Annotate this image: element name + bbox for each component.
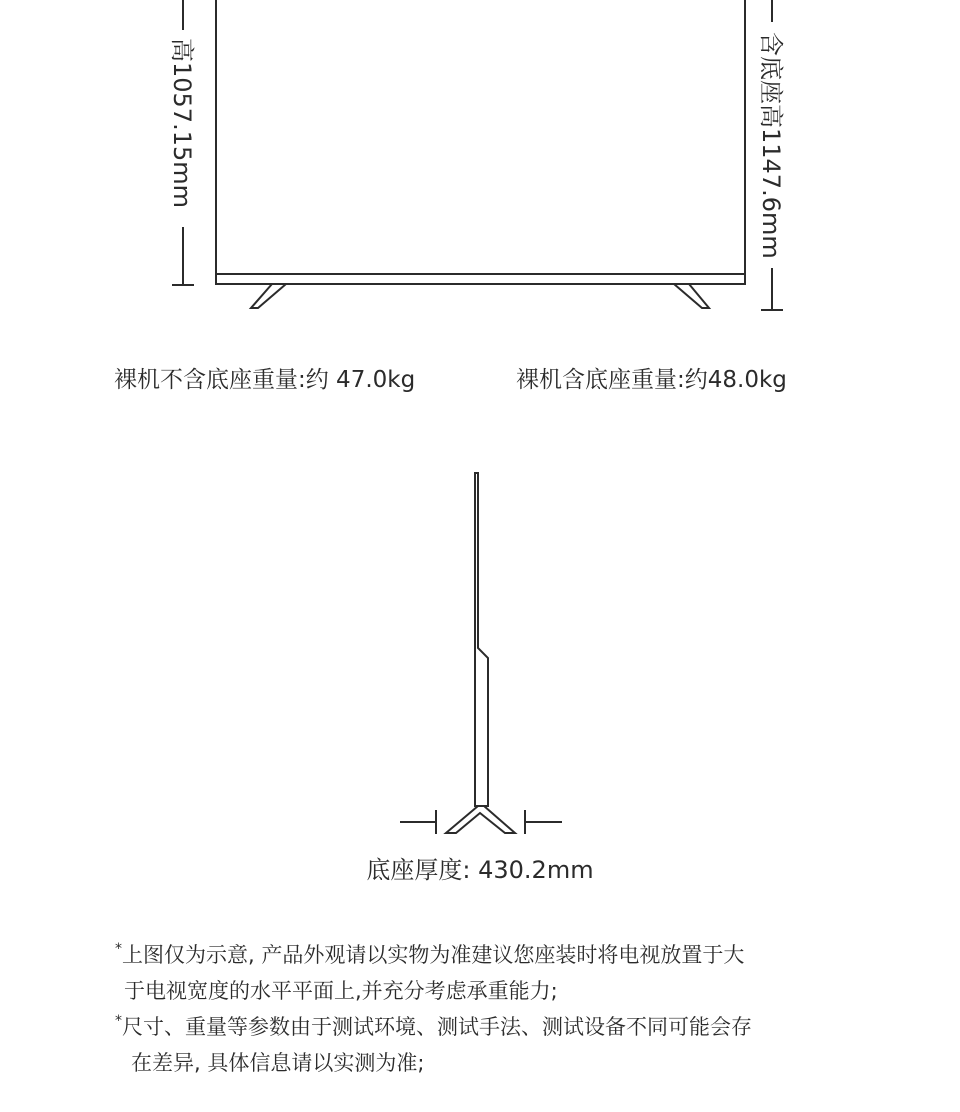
disclaimer-note-2-continued xyxy=(131,1046,424,1080)
tv-right-foot xyxy=(674,284,709,308)
left-height-label: 高1057.15mm xyxy=(168,38,196,209)
note-1-line-1: 上图仅为示意, 产品外观请以实物为准建议您座装时将电视放置于大 xyxy=(122,943,745,967)
note-2-marker: * xyxy=(115,1013,122,1029)
right-height-label: 含底座高1147.6mm xyxy=(757,32,785,259)
tv-left-foot xyxy=(251,284,286,308)
note-2-line-2: 在差异, 具体信息请以实测为准; xyxy=(131,1051,425,1075)
tv-side-view xyxy=(446,473,515,833)
note-2-line-1: 尺寸、重量等参数由于测试环境、测试手法、测试设备不同可能会存 xyxy=(122,1015,752,1039)
note-1-line-2: 于电视宽度的水平平面上,并充分考虑承重能力; xyxy=(124,979,558,1003)
stand-depth-label: 底座厚度: 430.2mm xyxy=(366,856,594,884)
disclaimer-note-1-continued xyxy=(124,974,558,1008)
disclaimer-note-1 xyxy=(115,938,744,972)
weight-without-stand-label: 裸机不含底座重量:约 47.0kg xyxy=(114,367,416,393)
weight-with-stand-label: 裸机含底座重量:约48.0kg xyxy=(516,367,787,393)
tv-side-stand xyxy=(446,806,515,833)
disclaimer-note-2 xyxy=(115,1010,752,1044)
note-1-marker: * xyxy=(115,941,122,957)
tv-screen-frame xyxy=(216,0,745,284)
tv-side-profile xyxy=(475,473,488,806)
tv-front-view xyxy=(216,0,745,308)
